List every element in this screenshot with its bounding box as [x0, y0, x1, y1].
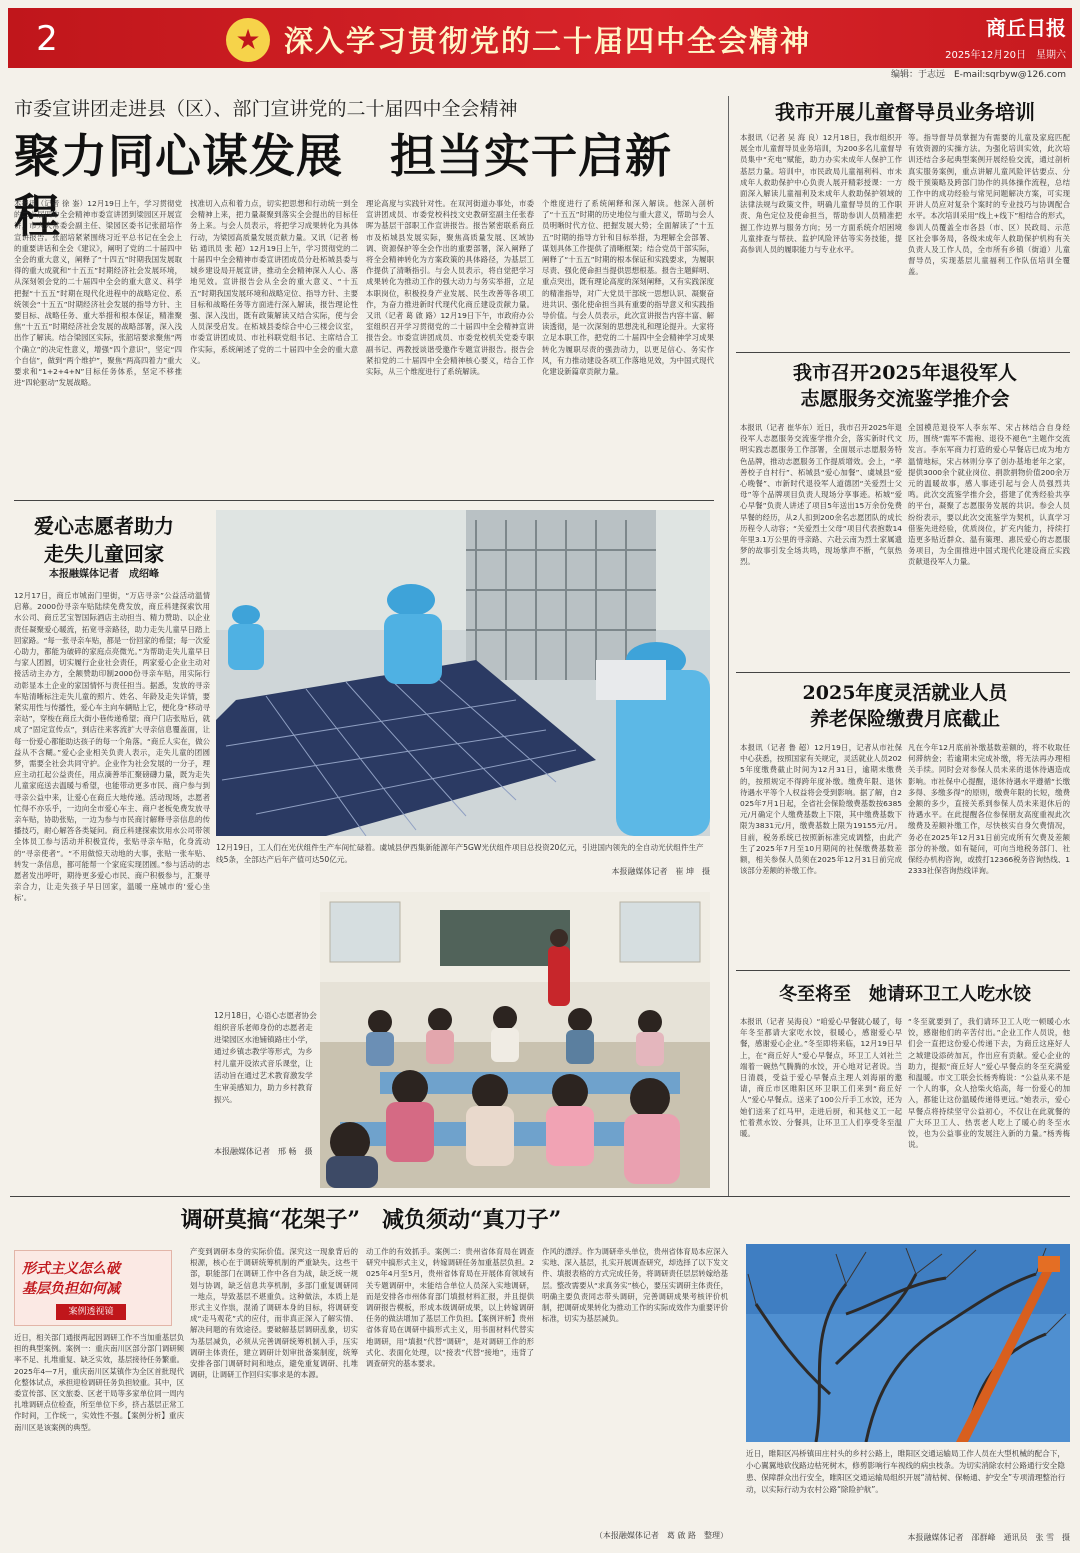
column-tag-line1: 形式主义怎么破	[22, 1261, 120, 1277]
formalism-column-1: 近日，相关部门通报两起因调研工作不当加重基层负担的典型案例。案例一：重庆南川区部分部门调研频率不足、扎堆重复、缺乏实效，基层接待任务繁重。2025年4—7月，重庆南川区某镇作为全区首批现代化整体试点，承担迎检调研任务负担较重。其中，区委宣传部、区文旅委、区老干局等多家单位同一周内扎堆调研点位检查，所至单位下乡，挤占基层正常工作时间，工作统一，实效性不强。【案例分析】重庆南川区是该案例的典型。	[14, 1333, 184, 1432]
issue-date: 2025年12月20日 星期六	[945, 50, 1066, 61]
volunteer-title-line2: 走失儿童回家	[44, 542, 164, 566]
pension-column-1: 本报讯（记者 鲁 超）12月19日，记者从市社保中心获悉，按照国家有关规定，灵活就业人员2025年度缴费截止时间为12月31日，逾期未缴费的，按照规定不得跨年度补缴。缴费年限、退休待遇水平等个人权益将会受到影响。据了解，自2025年7月1日起，全省社会保险缴费基数按6385元/月确定个人缴费基数上下限，其中缴费基数下限为3831元/月，缴费基数上限为19155元/月。目前，税务系统已按照新标准完成调整，由此产生了2025年7月至10月期间的社保缴费基数差额，相关参保人员须在2025年12月31日前完成该部分差额的补缴工作。	[740, 743, 902, 876]
volunteer-byline: 本报融媒体记者 成绍峰	[49, 569, 159, 580]
veterans-title-line2: 志愿服务交流鉴学推介会	[800, 388, 1010, 410]
veterans-title-line1: 我市召开2025年退役军人	[793, 362, 1017, 384]
veterans-column-1: 本报讯（记者 崔华东）近日，我市召开2025年退役军人志愿服务交流鉴学推介会，落实新时代文明实践志愿服务工作部署，全面展示志愿服务特色品牌，推动志愿服务工作提质增效。会上，“孝善校子自村行”、柘城县“爱心加餐”、虞城县“爱心晚餐”、市新时代退役军人道德团“关爱烈士父母”等个品牌项目负责人现场分享事迹。柘城“爱心早餐”负责人讲述了项目5年送出15万余份免费早餐的经历，从2人扣到200余名志愿团队的成长历程令人动容；“关爱烈士父母”项目代表抱数14年里3.1万公里的寻亲路、六赴云南为烈士家属遗梦的故事引发全场共鸣，现场掌声不断，气氛热烈。	[740, 423, 902, 567]
masthead-logo: 商丘日报	[986, 16, 1066, 40]
pension-title-line2: 养老保险缴费月底截止	[809, 708, 1000, 730]
section-divider	[14, 500, 714, 501]
volunteer-title-line1: 爱心志愿者助力	[34, 514, 174, 538]
pension-title-line1: 2025年度灵活就业人员	[802, 682, 1008, 704]
column-tag-badge: 案例透视镜	[56, 1304, 126, 1320]
lead-column-1: 本报讯（记者 徐 崟）12月19日上午，学习贯彻党的二十届四中全会精神市委宣讲团到梁园区开展宣讲，市人大常委会副主任、梁园区委书记张韶培作宣讲报告。张韶培紧紧围绕习近平总书记在全会上的重要讲话和全会《建议》，阐明了党的二十届四中全会的重大意义，阐释了“十四五”时期我国发展取得的重大成就和“十五五”时期经济社会发展环境，从深刻领会党的二十届四中全会的重大意义、科学把握“十五五”时期在现代化进程中的战略定位、系统领会“十五五”时期经济社会发展的指导方针、主要目标、战略任务、重大举措和根本保证，精准聚焦“十五五”时期经济社会发展的战略部署，深入浅出作了解读。结合梁园区实际，张韶培要求聚焦“两个确立”的决定性意义，增强“四个意识”，坚定“四个自信”，做到“两个维护”，聚焦“两高四着力”重大要求和“1+2+4+N”目标任务体系，坚定不移推进“四轮驱动”发展战略。	[14, 199, 182, 388]
lead-column-4: 个维度进行了系统阐释和深入解读。他深入剖析了“十五五”时期的历史地位与重大意义，帮助与会人员明晰时代方位、把握发展大势；全面解读了“十五五”时期的指导方针和目标举措，为理解全会部署、谋划具体工作提供了清晰框架；结合党员干部实际，阐释了“十五五”时期的根本保证和实践要求，为履职尽责、强化使命担当提供思想根基。报告主题鲜明、重点突出，既有理论高度的深刻阐释，又有实践深度的精准指导，对广大党员干部统一思想认识、凝聚奋进共识、强化使命担当具有重要的指导意义和实践指导价值。与会人员表示，此次宣讲报告内容丰富、解读透彻，是一次深刻的思想洗礼和理论提升。大家将立足本职工作，把党的二十届四中全会精神学习成果转化为履职尽责的强劲动力，以更足信心、务实作风，有力推动建设各项工作落地见效，为中国式现代化建设新篇章贡献力量。	[542, 199, 714, 377]
training-column-2: 等。指导督导员掌握为有需要的儿童及家庭匹配有效资源的实操方法。为强化培训实效，此次培训还结合多起典型案例开展经验交流，通过剖析真实服务案例，重点讲解儿童风险评估要点、分级干预策略及跨部门协作的具体操作流程，总结工作中的成功经验与常见问题解决方案，可实现开讲人员应对复杂个案时的专业技巧与协调配合水平。本次培训采用“线上+线下”相结合的形式，参训人员覆盖全市各县（市、区）民政局、示范区社会事务局，各级未成年人救助保护机构有关负责人及工作人员，全市所有乡镇（街道）儿童督导员，实现基层儿童福利工作队伍培训全覆盖。	[908, 133, 1070, 277]
formalism-column-4: 作风的漂浮。作为调研牵头单位，贵州省体育局本应深入实地、深入基层，扎实开展调查研究，却选择了以下发文件、填报表格的方式完成任务，将调研责任层层转嫁给基层。整改需要从“求真务实”核心，要压实调研主体责任，明确主要负责同志带头调研，完善调研成果考核评价机制，把调研成果转化为推动工作的实际成效作为重要评价标准，切实为基层减负。	[542, 1247, 728, 1324]
solar-photo-caption: 12月19日，工人们在光伏组件生产车间忙碌着。虞城县伊西集新能源年产5GW光伏组件项目总投资20亿元，引进国内领先的全自动光伏组件生产线5条，全部达产后年产值可达50亿元。	[216, 843, 704, 864]
classroom-photo-credit: 本报融媒体记者 邢 畅 摄	[214, 1147, 313, 1156]
formalism-source: （本报融媒体记者 葛 啟 路 整理）	[594, 1531, 728, 1540]
training-title: 我市开展儿童督导员业务培训	[775, 100, 1035, 124]
volunteer-body: 12月17日，商丘市城南门里街，“万店寻亲”公益活动温情启幕。2000份寻亲车贴陆续免费发放，商丘科建探索饮用水公司、商丘艺宝智国际酒店主动担当、精力赞助、以企业责任凝聚爱心暖流，拓宽寻亲路径，助力走失儿童早日踏上回家路。“每一张寻亲车贴，都是一份回家的希望；每一次爱心助力，都能为破碎的家庭点亮微光。”为帮助走失儿童早日与家人团圆，切实履行企业社会责任，两家爱心企业主动对接活动主办方，全额赞助印制2000份寻亲车贴，用实际行动彰显本土企业的家国情怀与责任担当。据悉，发放的寻亲车贴清晰标注走失儿童的照片、姓名、年龄及走失详情，要紧实用性与传播性，爱心车主向车辆贴上它，便化身“移动寻亲站”，穿梭在商丘大街小巷传递希望；商户门店张贴后，就成了“固定宣传点”，到店往来客流扩大寻亲信息覆盖面，让每一份爱心都能助达孩子的每一个角落。“商丘人实在，做公益从不含糊。”爱心企业相关负责人表示，走失儿童的团圆梦，需要全社会共同守护。企业作为社会发展的一分子，理应主动扛起公益责任，用点滴善举汇聚磅礴力量，既为走失儿童家庭送去温暖与希望，也能带动更多市民、商户参与到寻亲公益中来，让爱心在商丘大地传递。活动现场，志愿者忙得不亦乐乎，一边向全市爱心车主、商户老板免费发放寻亲车贴，协助张贴，一边为参与市民商讨解释寻亲信息的传播技巧，耐心解答各类疑问。商丘科建探索饮用水公司带领全体员工参与活动并积极宣传，张贴寻亲车贴，化身流动的“寻亲使者”。“不用做惊天动地的大事，张贴一张车贴、转发一条信息，都可能帮一个家庭实现团圆。”参与活动的志愿者发出呼吁，期待更多爱心市民、商户积极参与，汇聚寻亲合力，让走失孩子早日回家，温暖一座城市的‘爱心坐标’。	[14, 591, 210, 903]
winter-column-2: “冬至就要到了，我们请环卫工人吃一顿暖心水饺，感谢他们的辛苦付出。”企业工作人员说，他们会一直把这份爱心传递下去，为商丘这座好人之城建设添砖加瓦，作出应有贡献。爱心企业的助力，提振“商丘好人”爱心早餐点的冬至充满爱和温暖。市文工联会长杨秀梅说：“公益从来不是一个人的事，众人拾柴火焰高，每一份爱心的加入，都能让这份温暖传递得更远。”她表示，爱心早餐点将持续坚守公益初心，不仅让在此就餐的广大环卫工人、热衷老人吃上了暖心的冬至水饺，也为公益事业的发展注入新的力量。”杨秀梅说。	[908, 1017, 1070, 1150]
lead-headline: 聚力同心谋发展 担当实干启新程	[14, 129, 672, 243]
section-divider	[736, 672, 1070, 673]
veterans-column-2: 全国模范退役军人李东军、宋占林结合自身经历，围绕“需军不需袍、退役不褪色”主题作交流发言。李东军商力打造的爱心早餐店已成为地方温情地标，宋占林则分享了创办基地老年之家，提供3000余个就业岗位、捐款捐物价值200余万元的温暖故事，感人事迹引起与会人员强烈共鸣。此次交流鉴学推介会，搭建了优秀经验共享的平台，凝聚了志愿服务发展的共识。参会人员纷纷表示，要以此次交流鉴学为契机，认真学习借鉴先进经验，优质岗位，扩充内能力，持续打造更多贴近群众、温有策理、惠民爱心的志愿服务项目，为全面推进中国式现代化建设商丘实践贡献退役军人力量。	[908, 423, 1070, 567]
section-divider	[736, 970, 1070, 971]
tree-photo-caption: 近日，睢阳区冯桥镇田庄村头的乡村公路上，睢阳区交通运输局工作人员在大型机械的配合下，小心翼翼地砍伐路边枯死树木，修剪影响行车视线的病虫枝条。为切实消除农村公路通行安全隐患、保障群众出行安全，睢阳区交通运输局组织开展“清枯树、保畅通、护安全”专项清理整治行动，以实际行动为农村公路“除险护航”。	[746, 1449, 1066, 1494]
winter-column-1: 本报讯（记者 吴海良）“咱爱心早餐就心暖了，每年冬至都请大家吃水饺，很暖心，感谢爱心早餐，感谢爱心企业。”冬至即将来临，12月19日早上，在“商丘好人”爱心早餐点，环卫工人刘社兰端着一碗热气腾腾的水饺，开心地对记者说。当日清晨，受益于爱心早餐点主理人刘海丽的邀请，商丘市区睢阳区环卫职工们来到“商丘好人”爱心早餐点。送来了100公斤手工水饺，还为她们送来了红马甲，走进后厨，和其他义工一起忙着煮水饺、分餐具，让环卫工人们享受冬至温暖。	[740, 1017, 902, 1139]
banner-title: 深入学习贯彻党的二十届四中全会精神	[284, 24, 812, 58]
lead-subtitle: 市委宣讲团走进县（区）、部门宣讲党的二十届四中全会精神	[14, 98, 518, 120]
formalism-title: 调研莫搞“花架子” 减负须动“真刀子”	[180, 1207, 562, 1233]
formalism-column-3: 动工作的有效抓手。案例二：贵州省体育局在调查研究中搞形式主义，转嫁调研任务加重基层负担。2025年4月至5月，贵州省体育局在开展体育领域有关专题调研中，未能结合单位人员深入实地调研，而是安排各市州体育部门填报材料汇报，并且提供调研报告模板，形成本级调研成果，以上转嫁调研任务的做法增加了基层工作负担。【案例评析】贵州省体育局在调研中搞形式主义，用书面材料代替实地调研，用“填报”代替“调研”，是对调研工作的形式化、表面化处理，以“接表”代替“接地”，违背了调查研究的基本要求。	[366, 1247, 534, 1369]
lead-column-3: 理论高度与实践针对性。在双河街道办事处，市委宣讲团成员、市委党校科技文史教研室副主任张春晖为基层干部职工作宣讲报告。报告紧密联系商丘市及柘城县发展实际，聚焦高质量发展、区域协调、资源保护等全会作出的重要部署，深入阐释了将全会精神转化为方案政策的具体路径，为基层工作提供了清晰指引。与会人员表示，将自觉把学习成果转化为推动工作的强大动力与务实举措，立足本职岗位，积极投身产业发展、民生改善等各项工作，为奋力推进新时代现代化商丘建设贡献力量。又讯（记者 葛 啟 路）12月19日下午，市政府办公室组织召开学习贯彻党的二十届四中全会精神宣讲报告会。市委宣讲团成员、市委党校机关党委专职副书记、两教授谈谐受邀作专题宣讲报告。报告会紧扣党的二十届四中全会精神核心要义，结合工作实际，从三个维度进行了系统解读。	[366, 199, 534, 377]
formalism-column-2: 产变到调研本身的实际价值。深究这一现象背后的根源，核心在于调研统筹机制的严重缺失。这些干部，职能部门在调研工作中各自为战，缺乏统一规划与协调，缺乏信息共享机制，多部门重复调研同一地点，导致基层不堪重负。这种做法，本质上是形式主义作祟，混淆了调研本身的目标，将调研变成“走马观花”式的应付，而非真正深入了解实情、解决问题的有效途径。要破解基层调研乱象，切实为基层减负，必须从完善调研统筹机制入手，压实调研主体责任，建立调研计划审批备案制度，统筹安排各部门调研时间和地点，避免重复调研、扎堆调研，让调研工作回归实事求是的本源。	[190, 1247, 358, 1380]
page-number: 2	[36, 19, 58, 59]
classroom-photo-caption: 12月18日，心语心志愿者协会组织音乐老师身份的志愿者走进梁园区水池铺镇路庄小学，通过乡镇志教学等形式，为乡村儿童开设浓式音乐课堂，让活动旨在通过艺术教育激发学生审美感知力，助力乡村教育振兴。	[214, 1011, 317, 1104]
editor-line: 编辑：于志远 E-mail:sqrbyw@126.com	[890, 70, 1066, 80]
classroom-photo	[320, 892, 710, 1188]
tree-trimming-photo	[746, 1244, 1070, 1442]
column-tag-line2: 基层负担如何减	[22, 1281, 120, 1297]
tree-photo-credit: 本报融媒体记者 邵群峰 通讯员 张 雪 摄	[907, 1533, 1070, 1542]
training-column-1: 本报讯（记者 吴 海 良）12月18日，我市组织开展全市儿童督导员业务培训，为200多名儿童督导员集中“充电”赋能，助力办实未成年人保护工作基层力量。培训中，市民政局儿童福利科、市未成年人救助保护中心负责人展开精彩授课：一方面深入解读儿童福利及未成年人救助保护领域的法律法规与政策文件，明确儿童督导员的工作职责、角色定位及使命担当，帮助参训人员精准把握工作边界与服务方向；另一方面系统介绍困境儿童排查与帮扶、监护风险评估等实务技能，提高参训人员的履职能力与专业水平。	[740, 133, 902, 255]
section-divider	[736, 352, 1070, 353]
winter-title: 冬至将至 她请环卫工人吃水饺	[779, 984, 1031, 1005]
column-divider	[728, 96, 729, 1196]
pension-column-2: 凡在今年12月底前补缴基数差额的，将不收取任何滞纳金；若逾期未完成补缴，将无法再办理相关手续。同时会对参保人员未来的退休待遇造成影响。市社保中心提醒，退休待遇水平遵循“长缴多得、多缴多得”的原则，缴费年限的长短，缴费金额的多少，直接关系到参保人员未来退休后的待遇水平。在此提醒各位参保朋友高度重视此次缴费及差额补缴工作，尽快核实自身欠费情况，务必在2025年12月31日前完成所有欠费及差额部分的补缴。如有疑问，可向当地税务部门、社保经办机构咨询，或拨打12366税务咨询热线、12333社保咨询热线详询。	[908, 743, 1070, 876]
party-emblem-icon: ★	[226, 18, 270, 62]
lead-column-2: 找准切入点和着力点，切实把思想和行动统一到全会精神上来，把力量凝聚到落实全会提出的目标任务上来。与会人员表示，将把学习成果转化为具体行动，为梁园高质量发展贡献力量。又讯（记者 杨 钻 通讯员 张 超）12月19日上午，学习贯彻党的二十届四中全会精神市委宣讲团成员分赴柘城县委与城乡建设局开展宣讲，推动全会精神深入人心、落地见效。宣讲报告会从全会的重大意义、“十五五”时期我国发展环境和战略定位、指导方针、主要目标和战略任务等方面进行深入解读，报告理论性强、深入浅出，既有政策解读又结合实际，使与会人员深受启发。在柘城县委综合中心三楼会议室，市委宣讲团成员、市社科联党组书记、主席结合工作实际，系统阐述了党的二十届四中全会的重大意义。	[190, 199, 358, 365]
solar-photo-credit: 本报融媒体记者 崔 坤 摄	[611, 867, 710, 876]
solar-factory-photo	[216, 510, 710, 836]
